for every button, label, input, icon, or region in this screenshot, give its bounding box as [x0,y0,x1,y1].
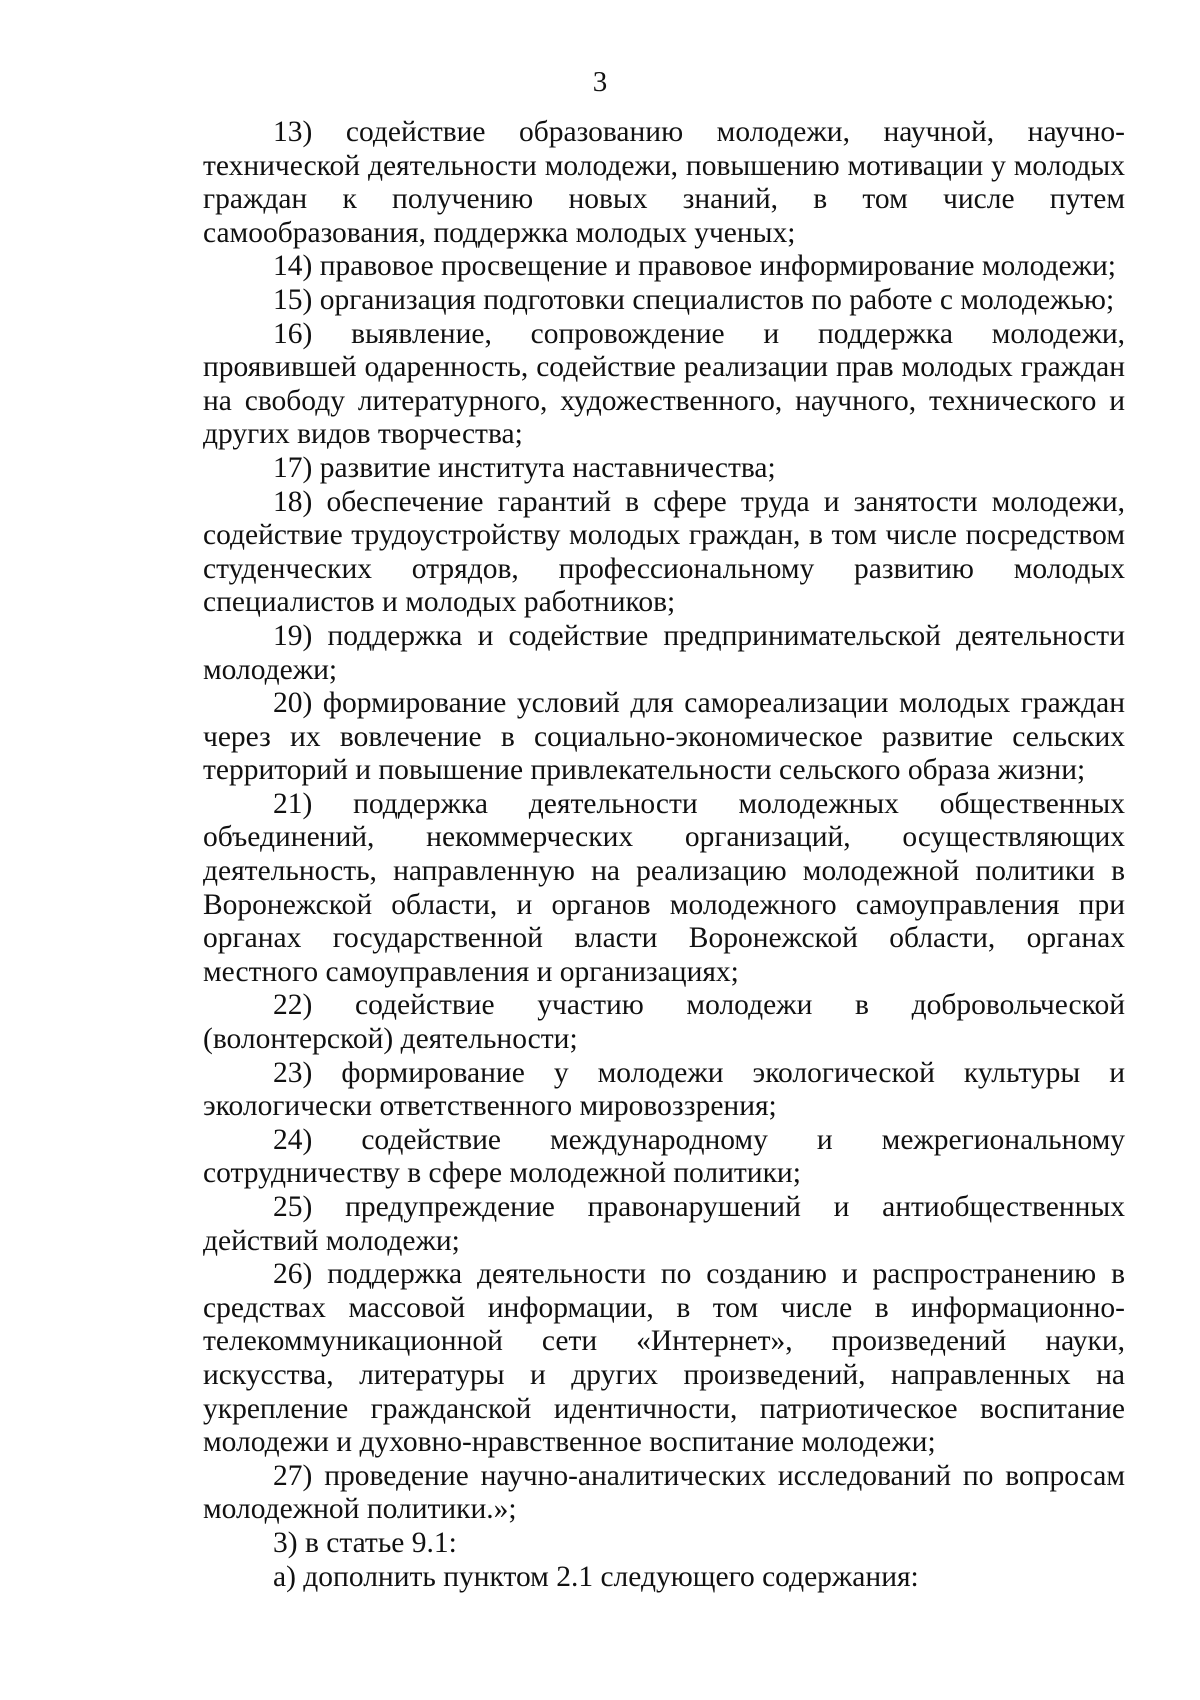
paragraph-item-19: 19) поддержка и содействие предпринимательской деятельности молодежи; [203,619,1125,686]
paragraph-item-27: 27) проведение научно-аналитических исследований по вопросам молодежной политики.»; [203,1459,1125,1526]
paragraph-item-20: 20) формирование условий для самореализации молодых граждан через их вовлечение в социально-экономическое развитие сельских территорий и повышение привлекательности сельского образа жизни; [203,687,1125,787]
paragraph-item-25: 25) предупреждение правонарушений и антиобщественных действий молодежи; [203,1191,1125,1257]
paragraph-item-13: 13) содействие образованию молодежи, научной, научно-технической деятельности молодежи, повышению мотивации у молодых граждан к получению новых знаний, в том числе путем самообразования, поддержка молодых ученых; [203,116,1125,249]
paragraph-article-9-1: 3) в статье 9.1: [273,1526,457,1559]
paragraph-item-15: 15) организация подготовки специалистов по работе с молодежью; [273,283,1115,316]
paragraph-item-18: 18) обеспечение гарантий в сфере труда и занятости молодежи, содействие трудоустройству молодых граждан, в том числе посредством студенческих отрядов, профессиональному развитию молодых специалистов и молодых работников; [203,485,1125,619]
paragraph-item-14: 14) правовое просвещение и правовое информирование молодежи; [273,250,1116,283]
paragraph-item-23: 23) формирование у молодежи экологической культуры и экологически ответственного мировоззрения; [203,1056,1125,1123]
paragraph-item-22: 22) содействие участию молодежи в добровольческой (волонтерской) деятельности; [203,989,1125,1056]
paragraph-item-24: 24) содействие международному и межрегиональному сотрудничеству в сфере молодежной политики; [203,1123,1125,1190]
paragraph-item-26: 26) поддержка деятельности по созданию и распространению в средствах массовой информации, в том числе в информационно-телекоммуникационной сети «Интернет», произведений науки, искусства, литературы и других произведений, направленных на укрепление гражданской идентичности, патриотическое воспитание молодежи и духовно-нравственное воспитание молодежи; [203,1258,1125,1459]
paragraph-item-17: 17) развитие института наставничества; [273,451,776,484]
document-body [203,116,1125,1594]
paragraph-item-16: 16) выявление, сопровождение и поддержка молодежи, проявившей одаренность, содействие реализации прав молодых граждан на свободу литературного, художественного, научного, технического и других видов творчества; [203,317,1125,451]
paragraph-item-21: 21) поддержка деятельности молодежных общественных объединений, некоммерческих организаций, осуществляющих деятельность, направленную на реализацию молодежной политики в Воронежской области, и органов молодежного самоуправления при органах государственной власти Воронежской области, органах местного самоуправления и организациях; [203,787,1125,988]
page-number: 3 [592,66,608,98]
paragraph-subitem-a: а) дополнить пунктом 2.1 следующего содержания: [273,1560,919,1593]
